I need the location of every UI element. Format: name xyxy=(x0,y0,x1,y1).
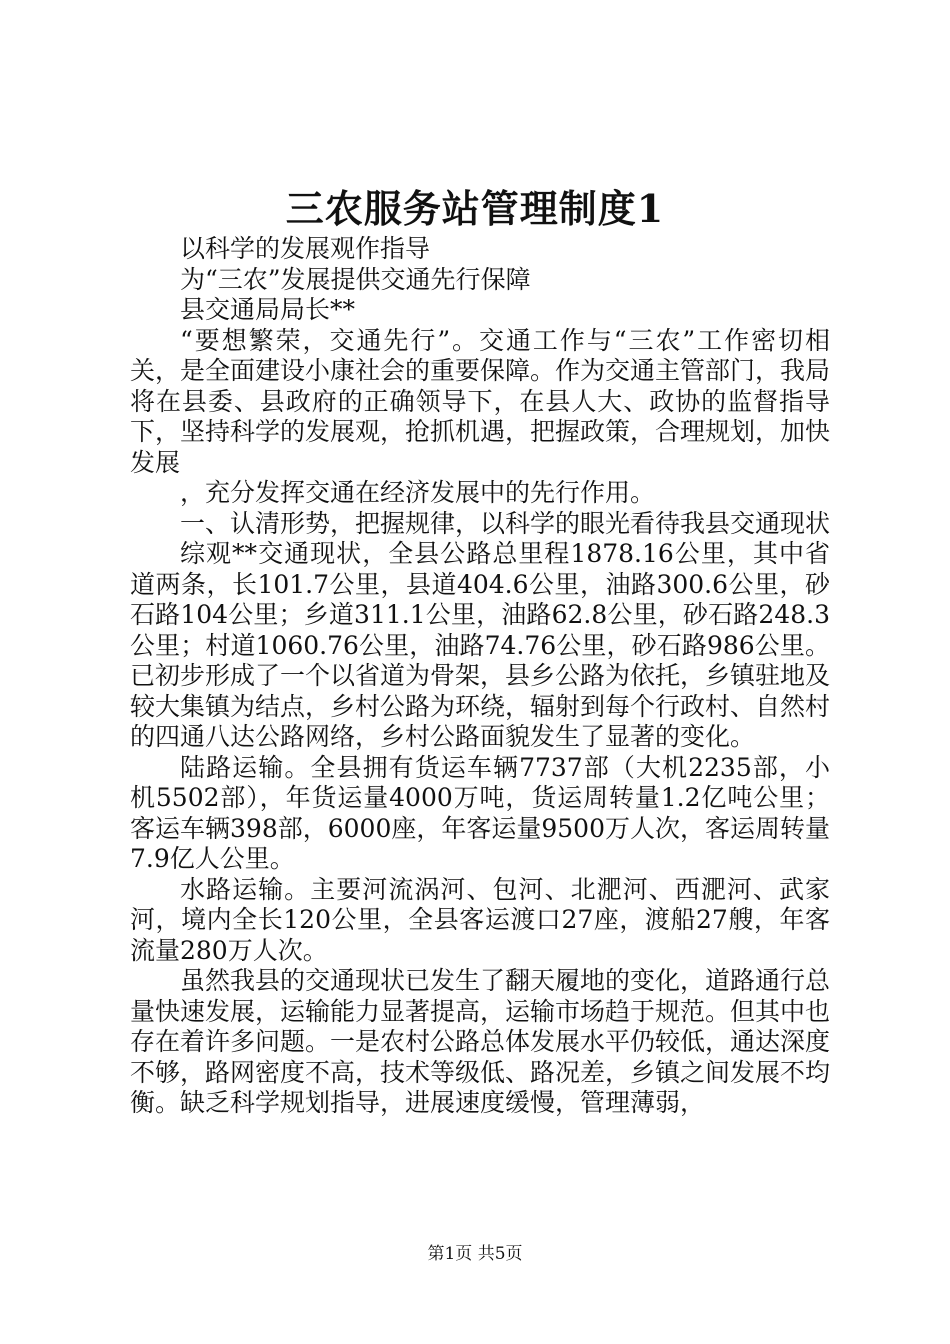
page-number-footer: 第1页 共5页 xyxy=(427,1244,523,1264)
paragraph-2: 为“三农”发展提供交通先行保障 xyxy=(180,264,531,294)
paragraph-1: 以科学的发展观作指导 xyxy=(180,234,431,263)
paragraph-7: 综观**交通现状，全县公路总里程1878.16公里，其中省道两条，长101.7公里，县道404.6公里，油路300.6公里，砂石路104公里；乡道311.1公里，油路62.8公里，砂石路248.3公里；村道1060.76公里，油路74.76公里，砂石路986公里。已初步形成了一个以省道为骨架，县乡公路为依托，乡镇驻地及较大集镇为结点，乡村公路为环绕，辐射到每个行政村、自然村的四通八达公路网络，乡村公路面貌发生了显著的变化。 xyxy=(130,539,831,751)
paragraph-6: 一、认清形势，把握规律，以科学的眼光看待我县交通现状 xyxy=(180,508,831,538)
paragraph-10: 虽然我县的交通现状已发生了翻天履地的变化，道路通行总量快速发展，运输能力显著提高，运输市场趋于规范。但其中也存在着许多问题。一是农村公路总体发展水平仍较低，通达深度不够，路网密度不高，技术等级低、路况差，乡镇之间发展不均衡。缺乏科学规划指导，进展速度缓慢，管理薄弱， xyxy=(130,966,831,1117)
paragraph-5: ，充分发挥交通在经济发展中的先行作用。 xyxy=(180,478,656,507)
paragraph-4: “要想繁荣，交通先行”。交通工作与“三农”工作密切相关，是全面建设小康社会的重要保障。作为交通主管部门，我局将在县委、县政府的正确领导下，在县人大、政协的监督指导下，坚持科学的发展观，抢抓机遇，把握政策，合理规划，加快发展 xyxy=(130,325,831,477)
paragraph-8: 陆路运输。全县拥有货运车辆7737部（大机2235部，小机5502部），年货运量4000万吨，货运周转量1.2亿吨公里；客运车辆398部，6000座，年客运量9500万人次，客运周转量7.9亿人公里。 xyxy=(130,752,830,873)
document-title: 三农服务站管理制度1 xyxy=(285,186,665,231)
document-body xyxy=(130,234,830,1119)
paragraph-9: 水路运输。主要河流涡河、包河、北淝河、西淝河、武家河，境内全长120公里，全县客运渡口27座，渡船27艘，年客流量280万人次。 xyxy=(130,874,830,965)
paragraph-3: 县交通局局长** xyxy=(180,295,356,324)
